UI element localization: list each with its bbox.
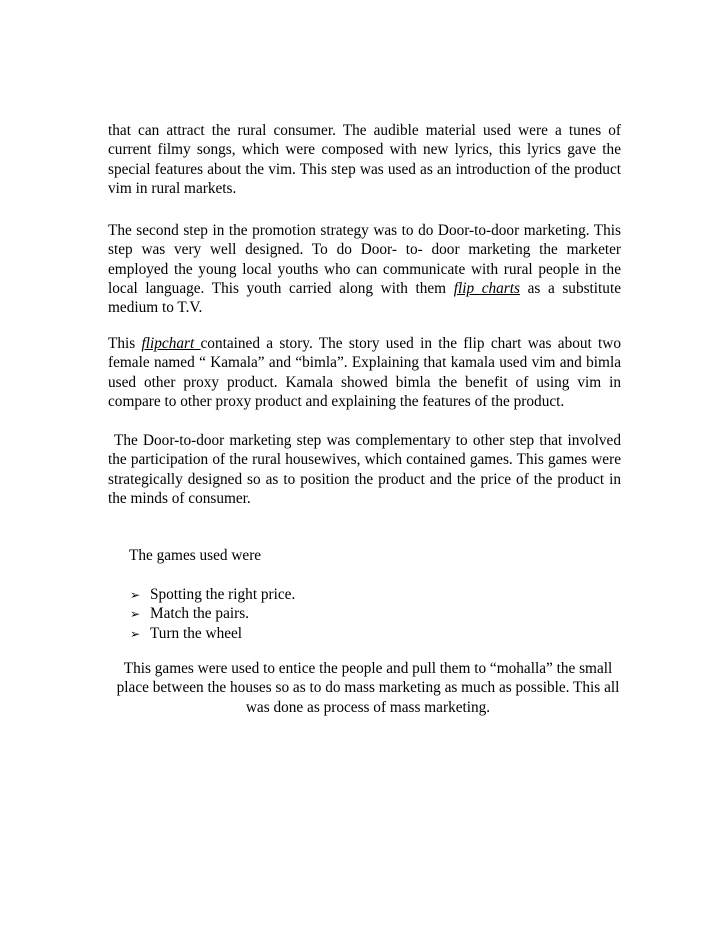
paragraph-flipchart-story xyxy=(108,334,621,411)
paragraph-audible-material: that can attract the rural consumer. The audible material used were a tunes of current filmy songs, which were composed with new lyrics, this lyrics gave the special features about the vim. This step was used as an introduction of the product vim in rural markets. xyxy=(108,122,621,197)
arrow-bullet-icon: ➢ xyxy=(130,607,141,622)
arrow-bullet-icon: ➢ xyxy=(130,588,141,602)
list-item xyxy=(130,624,295,643)
paragraph-games: The Door-to-door marketing step was complementary to other step that involved the participation of the rural housewives, which contained games. This games were strategically designed so as to position the product and the price of the product in the minds of consumer. xyxy=(108,432,621,507)
games-list xyxy=(130,585,295,643)
games-intro: The games used were xyxy=(129,547,262,564)
closing-paragraph: This games were used to entice the people and pull them to “mohalla” the small place between the houses so as to do mass marketing as much as possible. This all was done as process of mass marketing. xyxy=(116,660,620,716)
list-item xyxy=(130,585,295,604)
emphasized-term-flipchart: flipchart xyxy=(141,335,201,352)
paragraph-text: contained a story. The story used in the flip chart was about two female named “ Kamala” and “bimla”. Explaining that kamala used vim and bimla used other proxy product. Kamala showed bimla the benefit of using vim in compare to other proxy product and explaining the features of the product. xyxy=(108,335,622,410)
list-item-text: Turn the wheel xyxy=(150,624,243,642)
emphasized-term-flip-charts: flip charts xyxy=(453,279,520,297)
list-item-text: Spotting the right price. xyxy=(150,586,296,603)
arrow-bullet-icon: ➢ xyxy=(130,626,141,641)
paragraph-text: The second step in the promotion strategy was to do Door-to-door marketing. This step was very well designed. To do Door- to- door marketing the marketer employed the young local youths who can communicate with rural people in the local language. This youth carried along with them xyxy=(108,222,621,297)
paragraph-text: as a substitute medium to T.V. xyxy=(108,279,621,317)
list-item-text: Match the pairs. xyxy=(150,605,249,623)
paragraph-door-to-door xyxy=(108,221,621,317)
list-item xyxy=(130,604,295,623)
paragraph-text: This xyxy=(108,335,142,352)
